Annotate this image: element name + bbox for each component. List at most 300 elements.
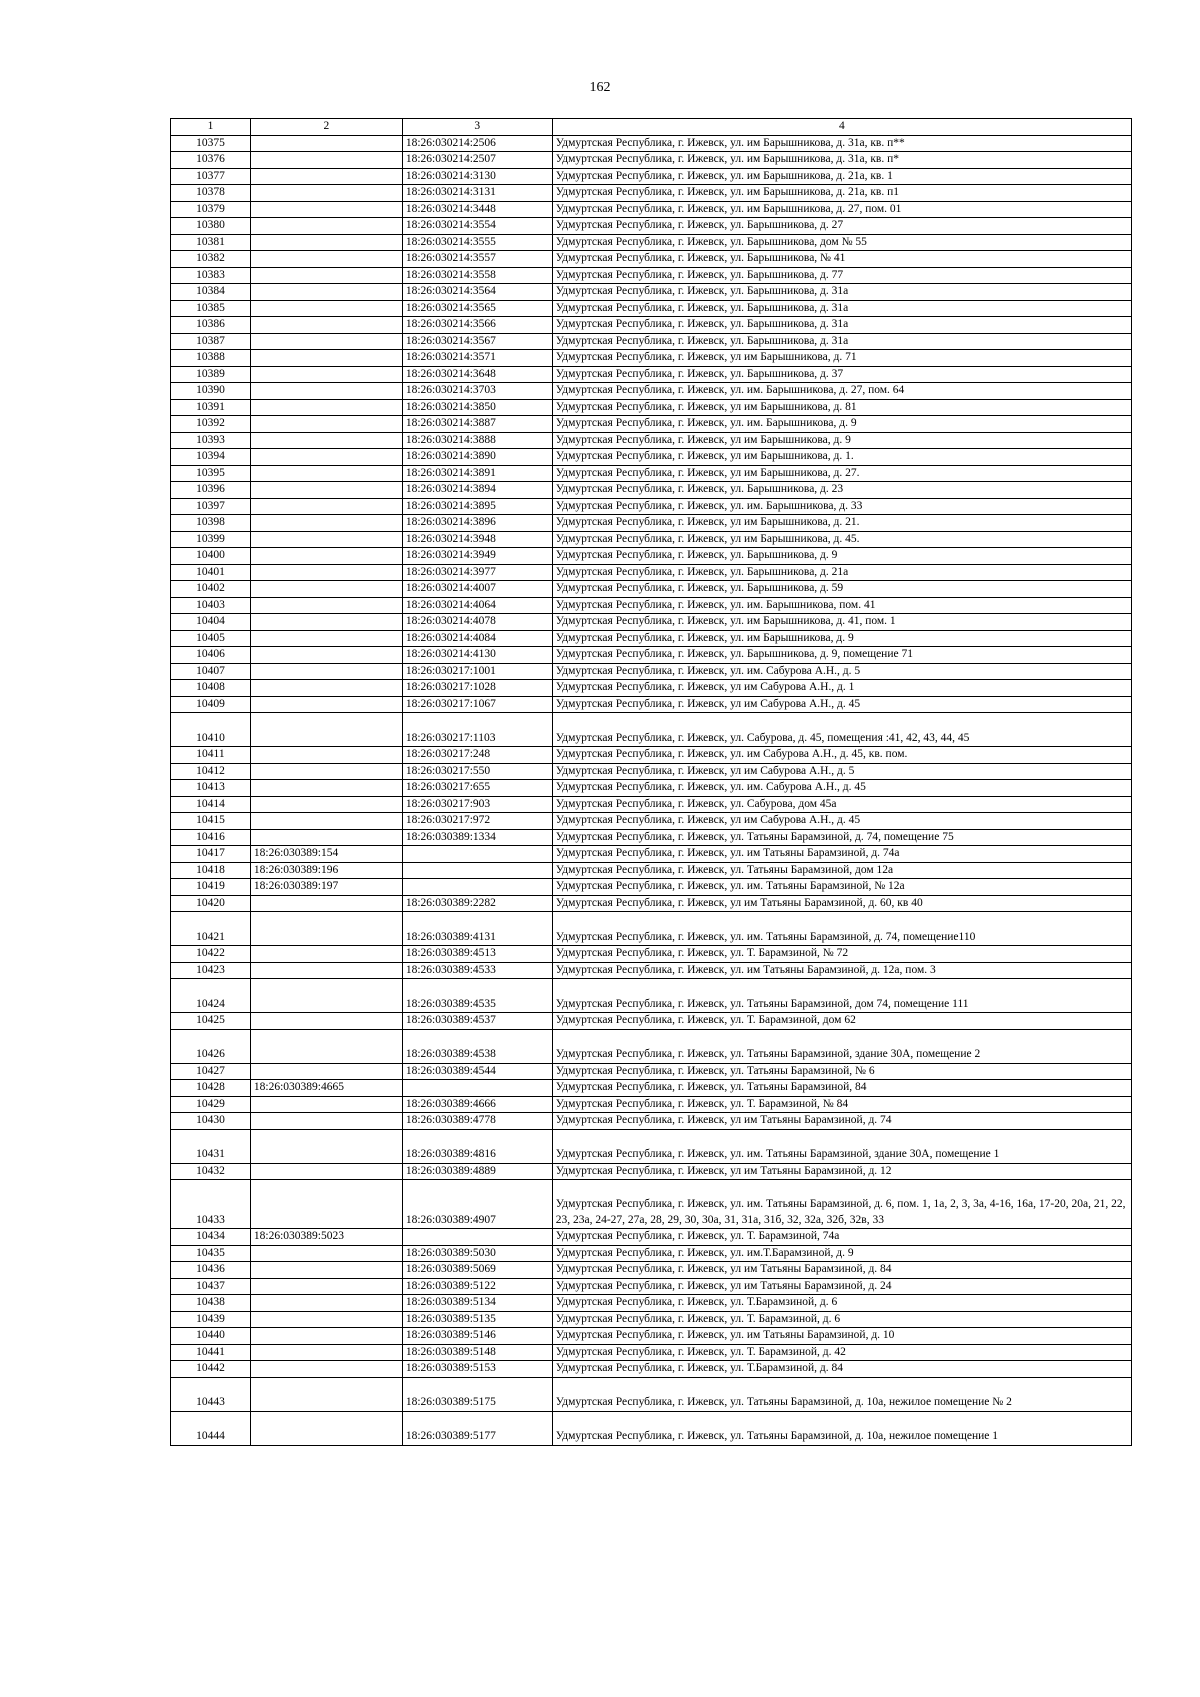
row-number: 10392 [171, 416, 251, 433]
address: Удмуртская Республика, г. Ижевск, ул. Барышникова, д. 31а [552, 333, 1131, 350]
row-number: 10419 [171, 879, 251, 896]
table-row [171, 1013, 1132, 1030]
cadastral-number-col3: 18:26:030214:4084 [402, 630, 552, 647]
cadastral-number-col2 [250, 284, 402, 301]
registry-table [170, 118, 1132, 1446]
row-number: 10426 [171, 1029, 251, 1063]
address: Удмуртская Республика, г. Ижевск, ул. им Барышникова, д. 21а, кв. п1 [552, 185, 1131, 202]
row-number: 10438 [171, 1295, 251, 1312]
cadastral-number-col3: 18:26:030389:4778 [402, 1113, 552, 1130]
cadastral-number-col3: 18:26:030389:4907 [402, 1180, 552, 1229]
table-row [171, 846, 1132, 863]
cadastral-number-col2 [250, 912, 402, 946]
address: Удмуртская Республика, г. Ижевск, ул. им.Т.Барамзиной, д. 9 [552, 1245, 1131, 1262]
table-row [171, 251, 1132, 268]
address: Удмуртская Республика, г. Ижевск, ул им Барышникова, д. 71 [552, 350, 1131, 367]
cadastral-number-col2 [250, 1262, 402, 1279]
table-row [171, 1328, 1132, 1345]
row-number: 10435 [171, 1245, 251, 1262]
cadastral-number-col3 [402, 1080, 552, 1097]
table-row [171, 780, 1132, 797]
row-number: 10440 [171, 1328, 251, 1345]
table-row [171, 1311, 1132, 1328]
table-row [171, 1096, 1132, 1113]
table-row [171, 597, 1132, 614]
row-number: 10405 [171, 630, 251, 647]
cadastral-number-col2 [250, 597, 402, 614]
cadastral-number-col3: 18:26:030214:3557 [402, 251, 552, 268]
table-row [171, 152, 1132, 169]
cadastral-number-col2 [250, 185, 402, 202]
cadastral-number-col3: 18:26:030389:5175 [402, 1377, 552, 1411]
table-row [171, 663, 1132, 680]
address: Удмуртская Республика, г. Ижевск, ул. Татьяны Барамзиной, 84 [552, 1080, 1131, 1097]
table-row [171, 1361, 1132, 1378]
table-row [171, 350, 1132, 367]
cadastral-number-col2 [250, 515, 402, 532]
cadastral-number-col2 [250, 1411, 402, 1445]
row-number: 10380 [171, 218, 251, 235]
address: Удмуртская Республика, г. Ижевск, ул им Татьяны Барамзиной, д. 12 [552, 1163, 1131, 1180]
row-number: 10406 [171, 647, 251, 664]
row-number: 10386 [171, 317, 251, 334]
row-number: 10375 [171, 135, 251, 152]
table-row [171, 647, 1132, 664]
cadastral-number-col3: 18:26:030389:5148 [402, 1344, 552, 1361]
cadastral-number-col3: 18:26:030214:4007 [402, 581, 552, 598]
cadastral-number-col3: 18:26:030214:3703 [402, 383, 552, 400]
cadastral-number-col3: 18:26:030389:4131 [402, 912, 552, 946]
table-row [171, 564, 1132, 581]
cadastral-number-col2 [250, 1295, 402, 1312]
address: Удмуртская Республика, г. Ижевск, ул. Татьяны Барамзиной, дом 12а [552, 862, 1131, 879]
table-row [171, 1180, 1132, 1229]
cadastral-number-col2 [250, 946, 402, 963]
table-row [171, 267, 1132, 284]
table-row [171, 515, 1132, 532]
cadastral-number-col3: 18:26:030214:3555 [402, 234, 552, 251]
row-number: 10381 [171, 234, 251, 251]
cadastral-number-col2 [250, 1361, 402, 1378]
address: Удмуртская Республика, г. Ижевск, ул. Т. Барамзиной, 74а [552, 1229, 1131, 1246]
cadastral-number-col3: 18:26:030214:4078 [402, 614, 552, 631]
address: Удмуртская Республика, г. Ижевск, ул. им Татьяны Барамзиной, д. 12а, пом. 3 [552, 962, 1131, 979]
cadastral-number-col2 [250, 680, 402, 697]
cadastral-number-col3: 18:26:030217:655 [402, 780, 552, 797]
row-number: 10379 [171, 201, 251, 218]
row-number: 10427 [171, 1063, 251, 1080]
cadastral-number-col2 [250, 796, 402, 813]
address: Удмуртская Республика, г. Ижевск, ул. им Сабурова А.Н., д. 45, кв. пом. [552, 747, 1131, 764]
cadastral-number-col3: 18:26:030214:4130 [402, 647, 552, 664]
row-number: 10415 [171, 813, 251, 830]
cadastral-number-col2 [250, 895, 402, 912]
table-row [171, 168, 1132, 185]
cadastral-number-col3: 18:26:030214:4064 [402, 597, 552, 614]
row-number: 10396 [171, 482, 251, 499]
table-row [171, 1029, 1132, 1063]
row-number: 10384 [171, 284, 251, 301]
table-row [171, 1344, 1132, 1361]
row-number: 10429 [171, 1096, 251, 1113]
cadastral-number-col3: 18:26:030389:5177 [402, 1411, 552, 1445]
table-row [171, 185, 1132, 202]
cadastral-number-col3: 18:26:030214:3890 [402, 449, 552, 466]
cadastral-number-col2 [250, 399, 402, 416]
table-row [171, 895, 1132, 912]
cadastral-number-col2 [250, 333, 402, 350]
cadastral-number-col3: 18:26:030214:3558 [402, 267, 552, 284]
address: Удмуртская Республика, г. Ижевск, ул им Татьяны Барамзиной, д. 74 [552, 1113, 1131, 1130]
cadastral-number-col2 [250, 1163, 402, 1180]
cadastral-number-col3: 18:26:030214:3896 [402, 515, 552, 532]
cadastral-number-col3: 18:26:030214:3554 [402, 218, 552, 235]
address: Удмуртская Республика, г. Ижевск, ул им Барышникова, д. 1. [552, 449, 1131, 466]
address: Удмуртская Республика, г. Ижевск, ул. Барышникова, д. 27 [552, 218, 1131, 235]
cadastral-number-col3: 18:26:030214:3648 [402, 366, 552, 383]
cadastral-number-col2: 18:26:030389:196 [250, 862, 402, 879]
cadastral-number-col3: 18:26:030389:5122 [402, 1278, 552, 1295]
cadastral-number-col2: 18:26:030389:154 [250, 846, 402, 863]
row-number: 10400 [171, 548, 251, 565]
address: Удмуртская Республика, г. Ижевск, ул им Сабурова А.Н., д. 5 [552, 763, 1131, 780]
address: Удмуртская Республика, г. Ижевск, ул. им. Барышникова, д. 9 [552, 416, 1131, 433]
cadastral-number-col3: 18:26:030389:4816 [402, 1129, 552, 1163]
row-number: 10434 [171, 1229, 251, 1246]
address: Удмуртская Республика, г. Ижевск, ул. Барышникова, № 41 [552, 251, 1131, 268]
cadastral-number-col2 [250, 350, 402, 367]
row-number: 10388 [171, 350, 251, 367]
cadastral-number-col2 [250, 317, 402, 334]
cadastral-number-col2 [250, 449, 402, 466]
row-number: 10433 [171, 1180, 251, 1229]
address: Удмуртская Республика, г. Ижевск, ул. им. Сабурова А.Н., д. 5 [552, 663, 1131, 680]
cadastral-number-col2 [250, 1311, 402, 1328]
cadastral-number-col3: 18:26:030214:3850 [402, 399, 552, 416]
header-col-4: 4 [552, 119, 1131, 136]
table-row [171, 531, 1132, 548]
row-number: 10441 [171, 1344, 251, 1361]
cadastral-number-col3: 18:26:030217:550 [402, 763, 552, 780]
cadastral-number-col2 [250, 1377, 402, 1411]
table-row [171, 333, 1132, 350]
table-body [171, 135, 1132, 1445]
table-row [171, 979, 1132, 1013]
row-number: 10432 [171, 1163, 251, 1180]
row-number: 10444 [171, 1411, 251, 1445]
table-row [171, 465, 1132, 482]
cadastral-number-col2 [250, 962, 402, 979]
cadastral-number-col2 [250, 713, 402, 747]
cadastral-number-col2 [250, 416, 402, 433]
cadastral-number-col3: 18:26:030214:3571 [402, 350, 552, 367]
cadastral-number-col2 [250, 1063, 402, 1080]
header-col-3: 3 [402, 119, 552, 136]
cadastral-number-col3: 18:26:030389:5030 [402, 1245, 552, 1262]
address: Удмуртская Республика, г. Ижевск, ул. Т. Барамзиной, дом 62 [552, 1013, 1131, 1030]
table-row [171, 135, 1132, 152]
address: Удмуртская Республика, г. Ижевск, ул. им Татьяны Барамзиной, д. 10 [552, 1328, 1131, 1345]
cadastral-number-col2 [250, 1180, 402, 1229]
address: Удмуртская Республика, г. Ижевск, ул. им. Татьяны Барамзиной, № 12а [552, 879, 1131, 896]
row-number: 10439 [171, 1311, 251, 1328]
cadastral-number-col3: 18:26:030389:4513 [402, 946, 552, 963]
row-number: 10378 [171, 185, 251, 202]
table-row [171, 1113, 1132, 1130]
table-row [171, 680, 1132, 697]
address: Удмуртская Республика, г. Ижевск, ул. Татьяны Барамзиной, дом 74, помещение 111 [552, 979, 1131, 1013]
cadastral-number-col2 [250, 1245, 402, 1262]
cadastral-number-col3: 18:26:030214:3888 [402, 432, 552, 449]
cadastral-number-col3: 18:26:030389:5153 [402, 1361, 552, 1378]
row-number: 10411 [171, 747, 251, 764]
row-number: 10402 [171, 581, 251, 598]
address: Удмуртская Республика, г. Ижевск, ул. им Барышникова, д. 9 [552, 630, 1131, 647]
cadastral-number-col2 [250, 251, 402, 268]
cadastral-number-col2 [250, 763, 402, 780]
address: Удмуртская Республика, г. Ижевск, ул им Сабурова А.Н., д. 45 [552, 813, 1131, 830]
cadastral-number-col2 [250, 168, 402, 185]
address: Удмуртская Республика, г. Ижевск, ул. Татьяны Барамзиной, № 6 [552, 1063, 1131, 1080]
table-row [171, 1295, 1132, 1312]
row-number: 10408 [171, 680, 251, 697]
cadastral-number-col3: 18:26:030214:3891 [402, 465, 552, 482]
address: Удмуртская Республика, г. Ижевск, ул им Татьяны Барамзиной, д. 60, кв 40 [552, 895, 1131, 912]
row-number: 10401 [171, 564, 251, 581]
cadastral-number-col2 [250, 1129, 402, 1163]
cadastral-number-col2 [250, 432, 402, 449]
address: Удмуртская Республика, г. Ижевск, ул. Барышникова, д. 59 [552, 581, 1131, 598]
cadastral-number-col3: 18:26:030214:3895 [402, 498, 552, 515]
row-number: 10417 [171, 846, 251, 863]
address: Удмуртская Республика, г. Ижевск, ул. Т.Барамзиной, д. 6 [552, 1295, 1131, 1312]
address: Удмуртская Республика, г. Ижевск, ул им Татьяны Барамзиной, д. 84 [552, 1262, 1131, 1279]
cadastral-number-col2 [250, 780, 402, 797]
address: Удмуртская Республика, г. Ижевск, ул. Барышникова, д. 31а [552, 284, 1131, 301]
cadastral-number-col3: 18:26:030217:1067 [402, 696, 552, 713]
cadastral-number-col3 [402, 1229, 552, 1246]
address: Удмуртская Республика, г. Ижевск, ул. им Барышникова, д. 27, пом. 01 [552, 201, 1131, 218]
cadastral-number-col3: 18:26:030214:3448 [402, 201, 552, 218]
table-row [171, 1063, 1132, 1080]
cadastral-number-col2 [250, 1013, 402, 1030]
cadastral-number-col3: 18:26:030389:5069 [402, 1262, 552, 1279]
address: Удмуртская Республика, г. Ижевск, ул им Барышникова, д. 9 [552, 432, 1131, 449]
row-number: 10395 [171, 465, 251, 482]
table-row [171, 946, 1132, 963]
address: Удмуртская Республика, г. Ижевск, ул. Барышникова, д. 21а [552, 564, 1131, 581]
cadastral-number-col3: 18:26:030214:3567 [402, 333, 552, 350]
row-number: 10390 [171, 383, 251, 400]
address: Удмуртская Республика, г. Ижевск, ул. Т. Барамзиной, д. 42 [552, 1344, 1131, 1361]
address: Удмуртская Республика, г. Ижевск, ул им Барышникова, д. 45. [552, 531, 1131, 548]
cadastral-number-col3: 18:26:030389:5146 [402, 1328, 552, 1345]
cadastral-number-col2 [250, 482, 402, 499]
address: Удмуртская Республика, г. Ижевск, ул. Т. Барамзиной, № 84 [552, 1096, 1131, 1113]
address: Удмуртская Республика, г. Ижевск, ул. им. Татьяны Барамзиной, здание 30А, помещение 1 [552, 1129, 1131, 1163]
table-row [171, 1245, 1132, 1262]
address: Удмуртская Республика, г. Ижевск, ул им Сабурова А.Н., д. 1 [552, 680, 1131, 697]
table-row [171, 201, 1132, 218]
cadastral-number-col3: 18:26:030214:3887 [402, 416, 552, 433]
cadastral-number-col2 [250, 813, 402, 830]
cadastral-number-col2 [250, 135, 402, 152]
address: Удмуртская Республика, г. Ижевск, ул. им Татьяны Барамзиной, д. 74а [552, 846, 1131, 863]
cadastral-number-col2 [250, 383, 402, 400]
cadastral-number-col3: 18:26:030389:2282 [402, 895, 552, 912]
table-row [171, 962, 1132, 979]
table-row [171, 696, 1132, 713]
cadastral-number-col2 [250, 300, 402, 317]
row-number: 10420 [171, 895, 251, 912]
table-row [171, 300, 1132, 317]
address: Удмуртская Республика, г. Ижевск, ул. Барышникова, д. 77 [552, 267, 1131, 284]
table-row [171, 713, 1132, 747]
address: Удмуртская Республика, г. Ижевск, ул. Татьяны Барамзиной, д. 10а, нежилое помещение 1 [552, 1411, 1131, 1445]
row-number: 10431 [171, 1129, 251, 1163]
cadastral-number-col2 [250, 498, 402, 515]
address: Удмуртская Республика, г. Ижевск, ул. Барышникова, д. 9, помещение 71 [552, 647, 1131, 664]
table-row [171, 366, 1132, 383]
address: Удмуртская Республика, г. Ижевск, ул им Сабурова А.Н., д. 45 [552, 696, 1131, 713]
table-row [171, 548, 1132, 565]
row-number: 10430 [171, 1113, 251, 1130]
row-number: 10377 [171, 168, 251, 185]
cadastral-number-col2 [250, 1029, 402, 1063]
table-row [171, 1163, 1132, 1180]
cadastral-number-col2 [250, 1096, 402, 1113]
table-row [171, 829, 1132, 846]
cadastral-number-col2: 18:26:030389:4665 [250, 1080, 402, 1097]
cadastral-number-col3 [402, 862, 552, 879]
address: Удмуртская Республика, г. Ижевск, ул. Барышникова, д. 23 [552, 482, 1131, 499]
row-number: 10425 [171, 1013, 251, 1030]
cadastral-number-col2 [250, 747, 402, 764]
cadastral-number-col2 [250, 218, 402, 235]
address: Удмуртская Республика, г. Ижевск, ул. им. Татьяны Барамзиной, д. 6, пом. 1, 1а, 2, 3, 3а, 4-16, 16а, 17-20, 20а, 21, 22, 23, 23а, 24-27, 27а, 28, 29, 30, 30а, 31, 31а, 31б, 32, 32а, 32б, 32в, 33 [552, 1180, 1131, 1229]
cadastral-number-col3: 18:26:030389:4533 [402, 962, 552, 979]
row-number: 10407 [171, 663, 251, 680]
cadastral-number-col2 [250, 366, 402, 383]
table-row [171, 581, 1132, 598]
row-number: 10414 [171, 796, 251, 813]
row-number: 10416 [171, 829, 251, 846]
row-number: 10391 [171, 399, 251, 416]
row-number: 10421 [171, 912, 251, 946]
table-row [171, 218, 1132, 235]
cadastral-number-col3: 18:26:030217:248 [402, 747, 552, 764]
table-row [171, 383, 1132, 400]
cadastral-number-col2 [250, 1328, 402, 1345]
address: Удмуртская Республика, г. Ижевск, ул. им. Сабурова А.Н., д. 45 [552, 780, 1131, 797]
table-row [171, 879, 1132, 896]
table-row [171, 399, 1132, 416]
row-number: 10393 [171, 432, 251, 449]
table-row [171, 1129, 1132, 1163]
address: Удмуртская Республика, г. Ижевск, ул. Барышникова, д. 31а [552, 300, 1131, 317]
row-number: 10383 [171, 267, 251, 284]
cadastral-number-col2 [250, 979, 402, 1013]
row-number: 10404 [171, 614, 251, 631]
table-row [171, 747, 1132, 764]
cadastral-number-col2 [250, 201, 402, 218]
cadastral-number-col2 [250, 1344, 402, 1361]
address: Удмуртская Республика, г. Ижевск, ул им Барышникова, д. 81 [552, 399, 1131, 416]
address: Удмуртская Республика, г. Ижевск, ул. им Барышникова, д. 41, пом. 1 [552, 614, 1131, 631]
cadastral-number-col3: 18:26:030217:1028 [402, 680, 552, 697]
cadastral-number-col2 [250, 1278, 402, 1295]
table-row [171, 1278, 1132, 1295]
address: Удмуртская Республика, г. Ижевск, ул. Барышникова, дом № 55 [552, 234, 1131, 251]
address: Удмуртская Республика, г. Ижевск, ул. Т. Барамзиной, № 72 [552, 946, 1131, 963]
address: Удмуртская Республика, г. Ижевск, ул. им. Барышникова, д. 27, пом. 64 [552, 383, 1131, 400]
cadastral-number-col3: 18:26:030217:972 [402, 813, 552, 830]
row-number: 10436 [171, 1262, 251, 1279]
cadastral-number-col3: 18:26:030389:5135 [402, 1311, 552, 1328]
cadastral-number-col3: 18:26:030389:4537 [402, 1013, 552, 1030]
cadastral-number-col3: 18:26:030214:3566 [402, 317, 552, 334]
cadastral-number-col3: 18:26:030214:2506 [402, 135, 552, 152]
cadastral-number-col3: 18:26:030389:5134 [402, 1295, 552, 1312]
address: Удмуртская Республика, г. Ижевск, ул. им Барышникова, д. 31а, кв. п** [552, 135, 1131, 152]
cadastral-number-col2 [250, 465, 402, 482]
table-row [171, 813, 1132, 830]
row-number: 10403 [171, 597, 251, 614]
row-number: 10428 [171, 1080, 251, 1097]
cadastral-number-col2 [250, 548, 402, 565]
cadastral-number-col3: 18:26:030214:3564 [402, 284, 552, 301]
cadastral-number-col2 [250, 234, 402, 251]
row-number: 10413 [171, 780, 251, 797]
address: Удмуртская Республика, г. Ижевск, ул им Барышникова, д. 21. [552, 515, 1131, 532]
address: Удмуртская Республика, г. Ижевск, ул. Т. Барамзиной, д. 6 [552, 1311, 1131, 1328]
table-row [171, 1411, 1132, 1445]
cadastral-number-col3: 18:26:030214:3130 [402, 168, 552, 185]
address: Удмуртская Республика, г. Ижевск, ул. Сабурова, д. 45, помещения :41, 42, 43, 44, 45 [552, 713, 1131, 747]
cadastral-number-col2 [250, 630, 402, 647]
cadastral-number-col3 [402, 846, 552, 863]
cadastral-number-col3: 18:26:030389:4538 [402, 1029, 552, 1063]
cadastral-number-col3 [402, 879, 552, 896]
row-number: 10394 [171, 449, 251, 466]
address: Удмуртская Республика, г. Ижевск, ул им Барышникова, д. 27. [552, 465, 1131, 482]
cadastral-number-col2: 18:26:030389:197 [250, 879, 402, 896]
cadastral-number-col2 [250, 647, 402, 664]
table-row [171, 284, 1132, 301]
table-header-row [171, 119, 1132, 136]
row-number: 10385 [171, 300, 251, 317]
row-number: 10424 [171, 979, 251, 1013]
row-number: 10423 [171, 962, 251, 979]
address: Удмуртская Республика, г. Ижевск, ул. Татьяны Барамзиной, д. 10а, нежилое помещение № 2 [552, 1377, 1131, 1411]
address: Удмуртская Республика, г. Ижевск, ул. Т.Барамзиной, д. 84 [552, 1361, 1131, 1378]
row-number: 10398 [171, 515, 251, 532]
address: Удмуртская Республика, г. Ижевск, ул. Татьяны Барамзиной, д. 74, помещение 75 [552, 829, 1131, 846]
table-row [171, 498, 1132, 515]
address: Удмуртская Республика, г. Ижевск, ул. им Барышникова, д. 31а, кв. п* [552, 152, 1131, 169]
cadastral-number-col2 [250, 531, 402, 548]
cadastral-number-col3: 18:26:030214:3131 [402, 185, 552, 202]
cadastral-number-col2 [250, 152, 402, 169]
cadastral-number-col3: 18:26:030389:4544 [402, 1063, 552, 1080]
row-number: 10397 [171, 498, 251, 515]
cadastral-number-col3: 18:26:030217:1103 [402, 713, 552, 747]
cadastral-number-col2 [250, 829, 402, 846]
address: Удмуртская Республика, г. Ижевск, ул. Барышникова, д. 37 [552, 366, 1131, 383]
cadastral-number-col3: 18:26:030214:3949 [402, 548, 552, 565]
address: Удмуртская Республика, г. Ижевск, ул. им. Татьяны Барамзиной, д. 74, помещение110 [552, 912, 1131, 946]
table-row [171, 912, 1132, 946]
